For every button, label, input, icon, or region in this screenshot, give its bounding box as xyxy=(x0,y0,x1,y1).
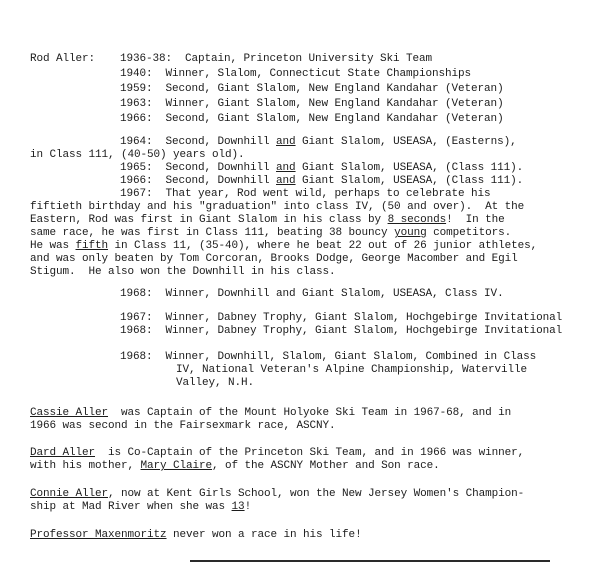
underlined-word: and xyxy=(276,162,296,174)
paragraph-line: 1967: That year, Rod went wild, perhaps to celebrate his xyxy=(120,188,491,200)
paragraph-line xyxy=(30,406,511,420)
record-line xyxy=(120,135,517,149)
text-segment: is Co-Captain of the Princeton Ski Team, and in 1966 was winner, xyxy=(95,447,525,459)
paragraph-line: Stigum. He also won the Downhill in his class. xyxy=(30,266,336,278)
text-segment: competitors. xyxy=(426,227,512,239)
text-segment: Giant Slalom, USEASA, (Easterns), xyxy=(295,136,517,148)
paragraph-line xyxy=(30,239,537,253)
record-line: 1936-38: Captain, Princeton University Ski Team xyxy=(120,53,433,65)
record-line: 1966: Second, Giant Slalom, New England Kandahar (Veteran) xyxy=(120,113,504,125)
record-line: 1967: Winner, Dabney Trophy, Giant Slalom, Hochgebirge Invitational xyxy=(120,312,563,324)
record-line: 1959: Second, Giant Slalom, New England Kandahar (Veteran) xyxy=(120,83,504,95)
text-segment: Giant Slalom, USEASA, (Class 111). xyxy=(295,162,524,174)
paragraph-line xyxy=(30,446,524,460)
person-name: Dard Aller xyxy=(30,447,96,459)
text-segment: 1965: Second, Downhill xyxy=(120,162,277,174)
person-name: Mary Claire xyxy=(140,460,213,472)
text-segment: ship at Mad River when she was xyxy=(30,501,232,513)
text-segment: ! xyxy=(244,501,252,513)
paragraph-line xyxy=(30,528,362,542)
text-segment: He was xyxy=(30,240,76,252)
text-segment: 1966: Second, Downhill xyxy=(120,175,277,187)
record-line: in Class 111, (40-50) years old). xyxy=(30,149,245,161)
underlined-word: and xyxy=(276,136,296,148)
text-segment: , now at Kent Girls School, won the New Jersey Women's Champion- xyxy=(108,488,525,500)
text-segment: Eastern, Rod was first in Giant Slalom in his class by xyxy=(30,214,388,226)
text-segment: in Class 11, (35-40), where he beat 22 out of 26 junior athletes, xyxy=(108,240,538,252)
text-segment: 1964: Second, Downhill xyxy=(120,136,277,148)
person-name: Cassie Aller xyxy=(30,407,109,419)
text-segment: never won a race in his life! xyxy=(166,529,362,541)
record-line: 1963: Winner, Giant Slalom, New England Kandahar (Veteran) xyxy=(120,98,504,110)
person-name: Connie Aller xyxy=(30,488,109,500)
paragraph-line xyxy=(30,487,524,501)
bottom-rule xyxy=(190,560,550,562)
record-line xyxy=(120,174,523,188)
paragraph-line: 1966 was second in the Fairsexmark race, ASCNY. xyxy=(30,420,336,432)
name-label: Rod Aller: xyxy=(30,53,96,65)
person-name: Professor Maxenmoritz xyxy=(30,529,167,541)
record-line: IV, National Veteran's Alpine Championship, Waterville xyxy=(176,364,528,376)
underlined-word: fifth xyxy=(75,240,109,252)
text-segment: with his mother, xyxy=(30,460,141,472)
text-segment: was Captain of the Mount Holyoke Ski Team in 1967-68, and in xyxy=(108,407,512,419)
record-line: 1968: Winner, Dabney Trophy, Giant Slalom, Hochgebirge Invitational xyxy=(120,325,563,337)
record-line: 1940: Winner, Slalom, Connecticut State Championships xyxy=(120,68,472,80)
paragraph-line xyxy=(30,500,251,514)
text-segment: ! In the xyxy=(446,214,505,226)
paragraph-line xyxy=(30,213,505,227)
underlined-word: and xyxy=(276,175,296,187)
paragraph-line: fiftieth birthday and his "graduation" into class IV, (50 and over). At the xyxy=(30,201,525,213)
underlined-number: 13 xyxy=(231,501,245,513)
paragraph-line xyxy=(30,226,511,240)
text-segment: Giant Slalom, USEASA, (Class 111). xyxy=(295,175,524,187)
record-line: Valley, N.H. xyxy=(176,377,255,389)
paragraph-line xyxy=(30,459,440,473)
text-segment: same race, he was first in Class 111, beating 38 bouncy xyxy=(30,227,395,239)
record-line xyxy=(120,161,523,175)
underlined-word: young xyxy=(394,227,427,239)
paragraph-line: and was only beaten by Tom Corcoran, Brooks Dodge, George Macomber and Egil xyxy=(30,253,518,265)
underlined-phrase: 8 seconds xyxy=(387,214,447,226)
record-line: 1968: Winner, Downhill and Giant Slalom, USEASA, Class IV. xyxy=(120,288,504,300)
record-line: 1968: Winner, Downhill, Slalom, Giant Slalom, Combined in Class xyxy=(120,351,537,363)
text-segment: , of the ASCNY Mother and Son race. xyxy=(212,460,440,472)
